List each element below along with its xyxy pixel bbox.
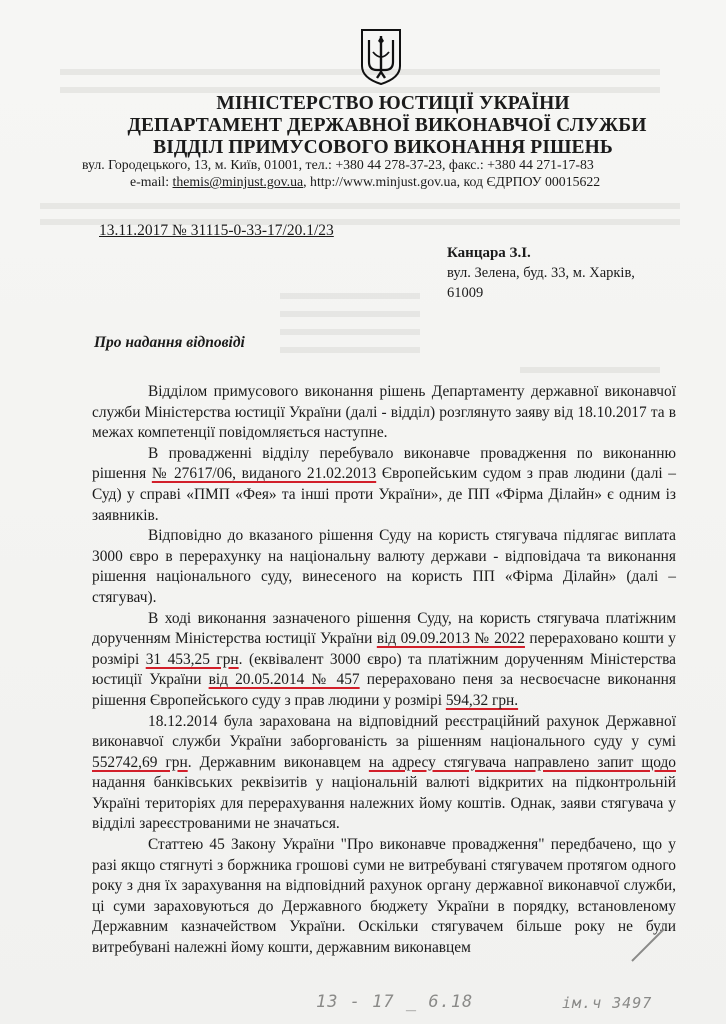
handwritten-note-right: ім.ч 3497 (562, 994, 653, 1012)
recipient-address-line1: вул. Зелена, буд. 33, м. Харків, (447, 265, 635, 281)
paragraph-5-text-b: . Державним виконавцем (187, 753, 369, 771)
highlight-payment-order-2: від 20.05.2014 № 457 (208, 671, 360, 689)
ministry-title: МІНІСТЕРСТВО ЮСТИЦІЇ УКРАЇНИ (216, 93, 570, 114)
letterhead-contacts (130, 174, 600, 190)
paragraph-4 (92, 609, 676, 712)
division-title: ВІДДІЛ ПРИМУСОВОГО ВИКОНАННЯ РІШЕНЬ (153, 137, 613, 158)
recipient-address-line2: 61009 (447, 285, 484, 301)
paragraph-4-text-c: . (еквівалент 3000 євро) та платіжним дорученням Міністерства юстиції України (92, 650, 676, 689)
paragraph-5-text-c: надання банківських реквізитів у національній валюті відкритих на підконтрольній Україні територіях для перерахування належних йому коштів. Однак, заяви стягувача у відділі зареєстрованими не значаться. (92, 774, 676, 833)
paragraph-1: Відділом примусового виконання рішень Департаменту державної виконавчої служби Міністерства юстиції України (далі - відділ) розглянуто заяву від 18.10.2017 та в межах компетенції повідомляється наступне. (92, 383, 676, 442)
paragraph-5-text-a: 18.12.2014 була зарахована на відповідний реєстраційний рахунок Державної виконавчої служби України заборгованість за рішенням національного суду у сумі (92, 712, 676, 751)
email-link[interactable]: themis@minjust.gov.ua (172, 174, 304, 189)
recipient-block (447, 243, 635, 303)
paragraph-2-text-a: В провадженні відділу перебувало виконавче провадження по виконанню рішення (92, 444, 676, 483)
paragraph-3: Відповідно до вказаного рішення Суду на користь стягувача підлягає виплата 3000 євро в перерахунку на національну валюту держави - відповідача та виконання рішення національного суду, винесеного на користь ПП «Фірма Ділайн» (далі – стягувач). (92, 527, 676, 606)
recipient-name: Канцара З.І. (447, 245, 531, 261)
letter-subject: Про надання відповіді (94, 334, 245, 351)
paragraph-4-text-b: перераховано кошти у розмірі (92, 630, 677, 668)
highlight-payment-order-1: від 09.09.2013 № 2022 (376, 630, 525, 648)
paragraph-6: Статтею 45 Закону України "Про виконавче провадження" передбачено, що у разі якщо стягнуті з боржника грошові суми не витребувані стягувачем протягом одного року з дня їх зарахування на відповідний рахунок органу державної виконавчої служби, ці суми зараховуються до Державного бюджету України в порядку, встановленому Державним казначейством України. Оскільки стягувачем більше року не були витребувані належні йому кошти, державним виконавцем (92, 836, 676, 957)
paragraph-4-text-a: В ході виконання зазначеного рішення Суду, на користь стягувача платіжним дорученням Міністерства юстиції України (92, 609, 676, 648)
coat-of-arms-icon (359, 28, 403, 86)
paragraph-5 (92, 712, 676, 836)
highlight-case-number: № 27617/06, виданого 21.02.2013 (151, 465, 377, 483)
handwritten-note-left: 13 - 17 _ 6.18 (316, 992, 474, 1012)
highlight-debt-amount: 552742,69 грн (92, 753, 188, 771)
letter-body (92, 382, 676, 959)
department-title: ДЕПАРТАМЕНТ ДЕРЖАВНОЇ ВИКОНАВЧОЇ СЛУЖБИ (127, 115, 647, 136)
paragraph-2-text-b: Європейським судом з прав людини (далі – Суд) у справі «ПМП «Фея» та інші проти України», де ПП «Фірма Ділайн» є одним із заявників. (92, 465, 676, 524)
pen-stroke-icon (628, 925, 668, 965)
paragraph-4-text-d: перераховано пеня за несвоєчасне виконання рішення Європейського суду з прав людини у розмірі (92, 671, 676, 709)
email-label: e-mail: (130, 174, 173, 189)
paragraph-2 (92, 444, 676, 526)
highlight-amount-2: 594,32 грн. (445, 691, 519, 709)
highlight-amount-1: 31 453,25 грн (145, 650, 239, 668)
website-and-code: , http://www.minjust.gov.ua, код ЄДРПОУ 00015622 (303, 174, 601, 189)
document-reference: 13.11.2017 № 31115-0-33-17/20.1/23 (99, 222, 334, 239)
highlight-request-sent: на адресу стягувача направлено запит щодо (368, 753, 676, 771)
letterhead-address: вул. Городецького, 13, м. Київ, 01001, тел.: +380 44 278-37-23, факс.: +380 44 271-17-83 (82, 157, 594, 172)
